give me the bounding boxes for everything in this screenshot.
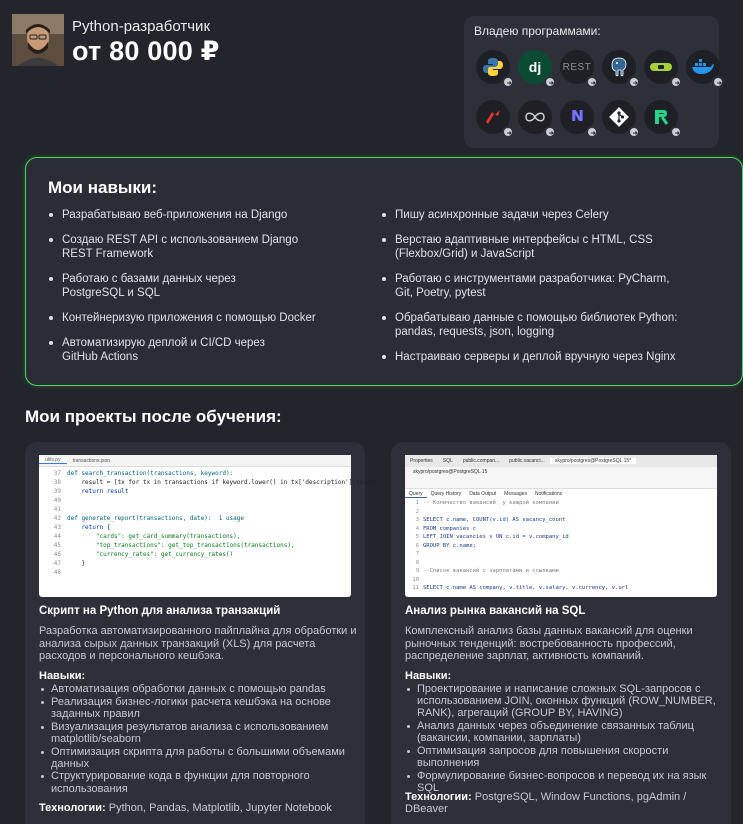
- editor-tabs: [39, 455, 351, 467]
- sql-line: 5 LEFT JOIN vacancies v ON c.id = v.company_id: [415, 534, 569, 540]
- sql-line: 9 --Список вакансий с зарплатами и ссылками: [415, 568, 559, 574]
- subtab: Messages: [504, 491, 527, 497]
- project-description: Разработка автоматизированного пайплайна для обработки и анализа сырых данных транзакций (XLS) для расчета расходов и персонального кешбэка.: [39, 625, 357, 662]
- sql-line: 11 SELECT c.name AS company, v.title, v.salary, v.currency, v.url: [412, 585, 629, 591]
- add-badge-icon: [628, 76, 640, 88]
- add-badge-icon: [712, 76, 724, 88]
- skill-item: Верстаю адаптивные интерфейсы с HTML, CSS (Flexbox/Grid) и JavaScript: [381, 233, 666, 261]
- add-badge-icon: [544, 76, 556, 88]
- skills-left-list: [48, 208, 338, 375]
- add-badge-icon: [586, 126, 598, 138]
- nginx-icon[interactable]: N: [560, 100, 594, 134]
- code-line: 38 result = [tx for tx in transactions if keyword.lower() in tx['description'].lower()]: [53, 479, 385, 486]
- skills-right-list: [381, 208, 711, 375]
- pycharm-icon[interactable]: [644, 100, 678, 134]
- skill-item: Автоматизирую деплой и CI/CD через GitHub Actions: [48, 336, 278, 364]
- project-technologies: Технологии: PostgreSQL, Window Functions, pgAdmin / DBeaver: [405, 791, 687, 815]
- pgadmin-tab: SQL: [442, 458, 453, 464]
- subtab: Query: [405, 491, 427, 498]
- list-item: Оптимизация запросов для повышения скорости выполнения: [405, 745, 723, 769]
- sql-line: 4 FROM companies c: [415, 525, 476, 532]
- skill-item: Пишу асинхронные задачи через Celery: [381, 208, 681, 222]
- code-line: 48: [53, 569, 61, 576]
- add-badge-icon: [502, 126, 514, 138]
- code-line: 43 return {: [53, 524, 111, 531]
- add-badge-icon: [586, 76, 598, 88]
- code-line: 45 "top_transactions": get_top_transactions(transactions),: [53, 542, 295, 549]
- project-card-vacancies[interactable]: [391, 442, 731, 824]
- python-icon[interactable]: [476, 50, 510, 84]
- query-subtabs: [405, 489, 717, 499]
- list-item: Визуализация результатов анализа с использованием matplotlib/seaborn: [39, 721, 357, 745]
- git-icon[interactable]: [602, 100, 636, 134]
- skill-item: Разрабатываю веб-приложения на Django: [48, 208, 318, 222]
- project-skills-label: Навыки:: [405, 670, 452, 682]
- redis-icon[interactable]: [476, 100, 510, 134]
- project-card-transactions[interactable]: [25, 442, 385, 824]
- add-badge-icon: [670, 126, 682, 138]
- add-badge-icon: [670, 76, 682, 88]
- skill-item: Контейнеризую приложения с помощью Docker: [48, 311, 338, 325]
- skill-item: Работаю с базами данных через PostgreSQL и SQL: [48, 272, 258, 300]
- subtab: Data Output: [469, 491, 497, 497]
- add-badge-icon: [502, 76, 514, 88]
- project-skills-label: Навыки:: [39, 670, 86, 682]
- rest-framework-icon[interactable]: REST: [560, 50, 594, 84]
- skill-item: Настраиваю серверы и деплой вручную через Nginx: [381, 350, 711, 364]
- project-title: Анализ рынка вакансий на SQL: [405, 605, 586, 617]
- subtab: Query History: [430, 491, 462, 497]
- code-line: 37 def search_transaction(transactions, keyword):: [53, 470, 234, 477]
- list-item: Формулирование бизнес-вопросов и перевод их на язык SQL: [405, 770, 723, 794]
- sql-line: 10: [412, 576, 419, 583]
- projects-title: Мои проекты после обучения:: [25, 407, 282, 426]
- pgadmin-tabs: [405, 455, 717, 467]
- sql-body: [405, 499, 717, 593]
- list-item: Автоматизация обработки данных с помощью pandas: [39, 683, 357, 695]
- editor-tab: transactions.json: [72, 457, 111, 464]
- list-item: Реализация бизнес-логики расчета кешбэка на основе заданных правил: [39, 696, 357, 720]
- add-badge-icon: [544, 126, 556, 138]
- salary: от 80 000 ₽: [72, 36, 220, 66]
- list-item: Анализ данных через объединение связанных таблиц (вакансии, компании, зарплаты): [405, 720, 723, 744]
- pgadmin-tab: Properties: [410, 458, 433, 464]
- postgresql-icon[interactable]: [602, 50, 636, 84]
- project-skills-list: [405, 683, 723, 795]
- sql-line: 1 -- Количество вакансий у каждой компании: [415, 500, 559, 506]
- project-technologies: Технологии: Python, Pandas, Matplotlib, Jupyter Notebook: [39, 802, 332, 814]
- skills-panel: [25, 157, 743, 386]
- sql-screenshot: [405, 455, 717, 597]
- infinity-icon[interactable]: [518, 100, 552, 134]
- list-item: Структурирование кода в функции для повторного использования: [39, 770, 357, 794]
- code-line: 39 return result: [53, 488, 129, 495]
- code-screenshot: [39, 455, 385, 597]
- code-line: 41: [53, 506, 61, 513]
- celery-icon[interactable]: [644, 50, 678, 84]
- sql-line: 8: [415, 559, 419, 566]
- skill-item: Работаю с инструментами разработчика: PyCharm, Git, Poetry, pytest: [381, 272, 681, 300]
- avatar: [12, 14, 64, 66]
- skills-title: Мои навыки:: [48, 178, 158, 197]
- code-body: [39, 467, 385, 577]
- project-description: Комплексный анализ базы данных вакансий для оценки рыночных тенденций: востребованность профессий, распределение зарплат, активность компаний.: [405, 625, 693, 662]
- code-line: 42 def generate_report(transactions, date): 1 usage: [53, 515, 245, 522]
- pgadmin-toolbar: [405, 477, 717, 489]
- project-title: Скрипт на Python для анализа транзакций: [39, 605, 281, 617]
- sql-line: 7: [415, 551, 419, 557]
- tools-panel: [464, 16, 719, 148]
- django-icon[interactable]: dj: [518, 50, 552, 84]
- code-line: 44 "cards": get_card_summary(transactions),: [53, 533, 241, 540]
- sql-line: 2: [415, 508, 419, 515]
- pgadmin-tab: public.compan...: [462, 458, 500, 464]
- skill-item: Создаю REST API с использованием Django REST Framework: [48, 233, 328, 261]
- project-skills-list: [39, 683, 357, 795]
- add-badge-icon: [628, 126, 640, 138]
- list-item: Оптимизация скрипта для работы с большими объемами данных: [39, 746, 357, 770]
- tools-title: Владею программами:: [474, 24, 601, 38]
- connection-label: skypro/postgres@PostgreSQL 15: [405, 467, 717, 477]
- code-line: 47 }: [53, 560, 86, 567]
- job-title: Python-разработчик: [72, 18, 211, 35]
- docker-icon[interactable]: [686, 50, 720, 84]
- subtab: Notifications: [534, 491, 563, 497]
- skill-item: Обрабатываю данные с помощью библиотек Python: pandas, requests, json, logging: [381, 311, 711, 339]
- list-item: Проектирование и написание сложных SQL-запросов с использованием JOIN, оконных функций (ROW_NUMBER, RANK), агрегаций (GROUP BY, HAVING): [405, 683, 723, 720]
- editor-tab: utils.py: [39, 457, 67, 464]
- sql-line: 3 SELECT c.name, COUNT(v.id) AS vacancy_count: [415, 517, 566, 523]
- code-line: 40: [53, 497, 61, 504]
- code-line: 46 "currency_rates": get_currency_rates(): [53, 551, 234, 558]
- pgadmin-tab: public.vacanci...: [509, 458, 545, 464]
- sql-line: 6 GROUP BY c.name;: [415, 542, 476, 549]
- pgadmin-tab: skypro/postgres@PostgreSQL 15*: [550, 458, 636, 464]
